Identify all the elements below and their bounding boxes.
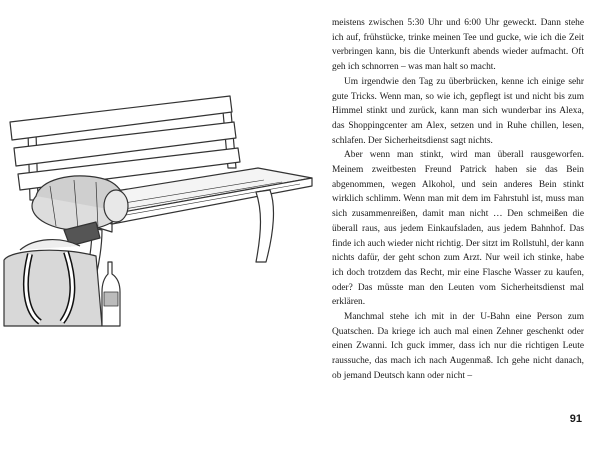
paragraph: Aber wenn man stinkt, wird man überall rausgeworfen. Meinem zweitbesten Freund Patrick haben sie das Bein abgenommen, wegen Alkohol, und sein anderes Bein stinkt wirklich schlimm. Wenn man mit dem im Fahrstuhl ist, muss man sich zusammenreißen, damit man nicht … Den schmeißen die überall raus, aus jedem Einkaufsladen, aus jedem Bahnhof. Das finde ich auch wieder nicht richtig. Der sitzt im Rollstuhl, der kann nichts dafür, der geht schon zum Arzt. Nur weil ich stinke, habe ich doch trotzdem das Recht, mir eine Flasche Wasser zu kaufen, oder? Das müsste man den Leuten vom Sicherheitsdienst mal erklären. (332, 150, 584, 308)
bench-illustration (0, 0, 320, 340)
body-text (332, 16, 584, 384)
paragraph: Um irgendwie den Tag zu überbrücken, kenne ich einige sehr gute Tricks. Wenn man, so wie ich, gepflegt ist und nicht bis zum Himmel stinkt und zurück, kann man sich wunderbar ins Alexa, das Shoppingcenter am Alex, setzen und in Ruhe chillen, lesen, schlafen. Der Sicherheitsdienst sagt nichts. (332, 76, 584, 146)
page-number: 91 (569, 413, 582, 425)
bench-drawing (0, 0, 320, 340)
paragraph: meistens zwischen 5:30 Uhr und 6:00 Uhr geweckt. Dann stehe ich auf, frühstücke, trinke meinen Tee und gucke, wie ich die Zeit verbringen kann, bis die Unterkunft abends wieder aufmacht. Oft geh ich schnorren – was man halt so macht. (332, 18, 584, 73)
paragraph: Manchmal stehe ich mit in der U-Bahn eine Person zum Quatschen. Da kriege ich auch mal einen Zehner geschenkt oder einen Zwanni. Ich guck immer, dass ich nur die richtigen Leute raussuche, das mach ich nach Augenmaß. Ich gehe nicht danach, ob jemand Deutsch kann oder nicht – (332, 312, 584, 381)
